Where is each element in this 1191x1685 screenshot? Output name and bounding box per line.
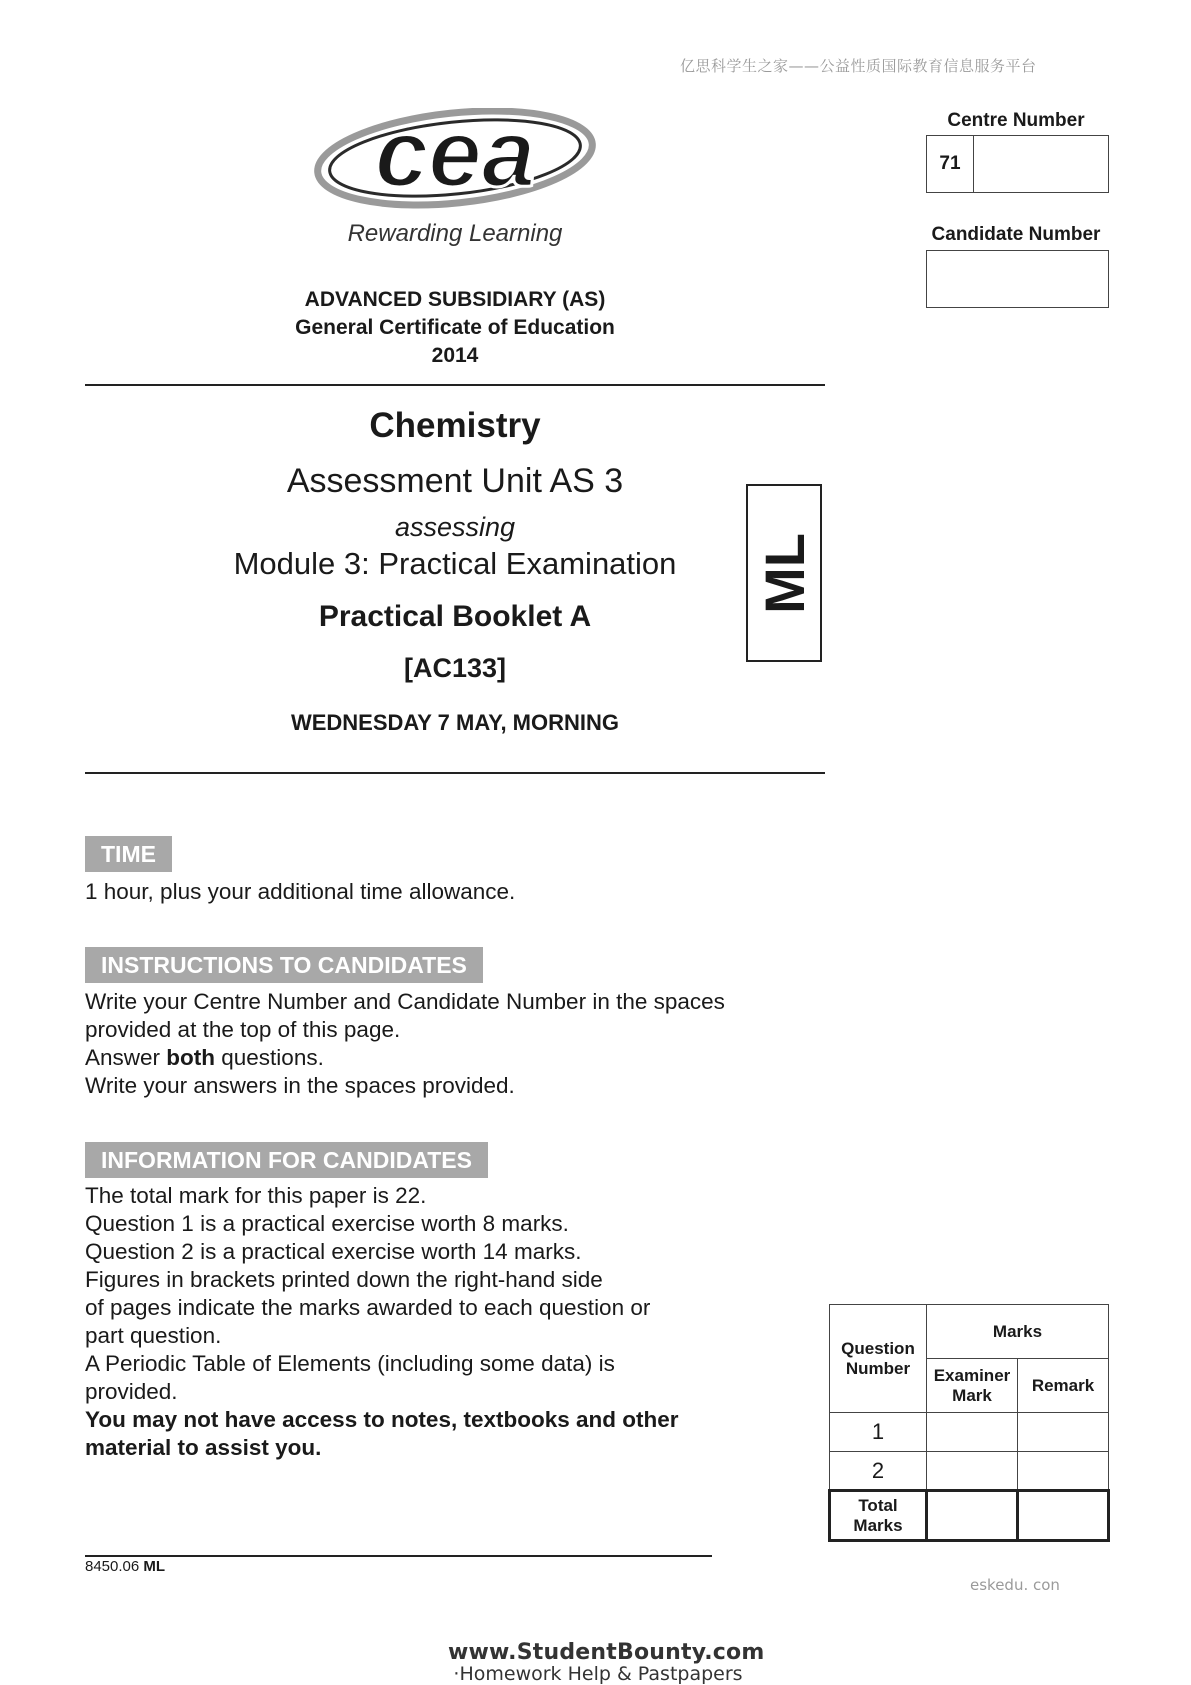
bottom-watermark: eskedu. con bbox=[970, 1576, 1060, 1594]
total-marks-label: Total Marks bbox=[830, 1491, 927, 1541]
info-line: The total mark for this paper is 22. bbox=[85, 1183, 427, 1208]
total-row bbox=[830, 1491, 1109, 1541]
marks-header: Marks bbox=[927, 1305, 1109, 1359]
candidate-number-label: Candidate Number bbox=[931, 224, 1101, 245]
booklet-name: Practical Booklet A bbox=[318, 600, 592, 633]
info-line: provided. bbox=[85, 1379, 178, 1404]
marks-table bbox=[828, 1304, 1110, 1542]
info-line: part question. bbox=[85, 1323, 222, 1348]
remark-header: Remark bbox=[1018, 1359, 1109, 1413]
info-line: Figures in brackets printed down the right-hand side bbox=[85, 1267, 603, 1292]
logo-tagline: Rewarding Learning bbox=[347, 220, 563, 247]
studentbounty-url: www.StudentBounty.com bbox=[448, 1640, 765, 1665]
paper-code: [AC133] bbox=[403, 653, 507, 683]
qualification-level: ADVANCED SUBSIDIARY (AS) bbox=[304, 288, 606, 311]
examiner-mark-cell[interactable] bbox=[927, 1413, 1018, 1452]
variant-box bbox=[746, 484, 822, 662]
total-examiner-cell[interactable] bbox=[927, 1491, 1018, 1541]
top-watermark: 亿思科学生之家——公益性质国际教育信息服务平台 bbox=[680, 57, 1037, 75]
qualification-block bbox=[85, 286, 825, 370]
divider-bottom bbox=[85, 772, 825, 774]
table-row bbox=[830, 1452, 1109, 1491]
assessing-label: assessing bbox=[394, 512, 516, 542]
info-bold-line: material to assist you. bbox=[85, 1435, 322, 1460]
info-line: of pages indicate the marks awarded to each question or bbox=[85, 1295, 651, 1320]
exam-date: WEDNESDAY 7 MAY, MORNING bbox=[290, 710, 620, 735]
studentbounty-logo bbox=[448, 1640, 765, 1685]
instructions-text bbox=[85, 988, 785, 1100]
module-name: Module 3: Practical Examination bbox=[233, 546, 677, 581]
instruction-line: Write your answers in the spaces provided. bbox=[85, 1073, 515, 1098]
centre-number-field[interactable] bbox=[926, 135, 1109, 193]
info-line: Question 2 is a practical exercise worth 14 marks. bbox=[85, 1239, 582, 1264]
question-number: 2 bbox=[830, 1452, 927, 1491]
cea-logo bbox=[310, 108, 600, 218]
information-heading: INFORMATION FOR CANDIDATES bbox=[85, 1142, 488, 1178]
total-remark-cell[interactable] bbox=[1018, 1491, 1109, 1541]
instruction-line: Answer both questions. bbox=[85, 1045, 324, 1070]
qualification-name: General Certificate of Education bbox=[295, 316, 615, 339]
question-number-header: Question Number bbox=[830, 1305, 927, 1413]
time-text: 1 hour, plus your additional time allowance. bbox=[85, 879, 516, 904]
candidate-number-field[interactable] bbox=[926, 250, 1109, 308]
info-bold-line: You may not have access to notes, textbooks and other bbox=[85, 1407, 679, 1432]
studentbounty-tagline: ·Homework Help & Pastpapers bbox=[453, 1663, 743, 1685]
remark-cell[interactable] bbox=[1018, 1413, 1109, 1452]
info-line: A Periodic Table of Elements (including some data) is bbox=[85, 1351, 615, 1376]
information-text bbox=[85, 1182, 785, 1462]
qualification-year: 2014 bbox=[431, 344, 479, 367]
assessment-unit: Assessment Unit AS 3 bbox=[286, 462, 624, 500]
divider-top bbox=[85, 384, 825, 386]
question-number: 1 bbox=[830, 1413, 927, 1452]
centre-number-label: Centre Number bbox=[947, 110, 1085, 131]
examiner-mark-header: Examiner Mark bbox=[927, 1359, 1018, 1413]
time-heading: TIME bbox=[85, 836, 172, 872]
instruction-line: provided at the top of this page. bbox=[85, 1017, 401, 1042]
examiner-mark-cell[interactable] bbox=[927, 1452, 1018, 1491]
logo-text: cea bbox=[374, 108, 536, 207]
centre-number-prefix: 71 bbox=[927, 136, 974, 192]
remark-cell[interactable] bbox=[1018, 1452, 1109, 1491]
table-row bbox=[830, 1413, 1109, 1452]
footer-code: 8450.06 ML bbox=[85, 1558, 166, 1575]
instruction-line: Write your Centre Number and Candidate Number in the spaces bbox=[85, 989, 725, 1014]
variant-label: ML bbox=[752, 532, 816, 614]
footer-divider bbox=[85, 1555, 712, 1557]
subject-title: Chemistry bbox=[369, 406, 541, 445]
instructions-heading: INSTRUCTIONS TO CANDIDATES bbox=[85, 947, 483, 983]
info-line: Question 1 is a practical exercise worth 8 marks. bbox=[85, 1211, 569, 1236]
